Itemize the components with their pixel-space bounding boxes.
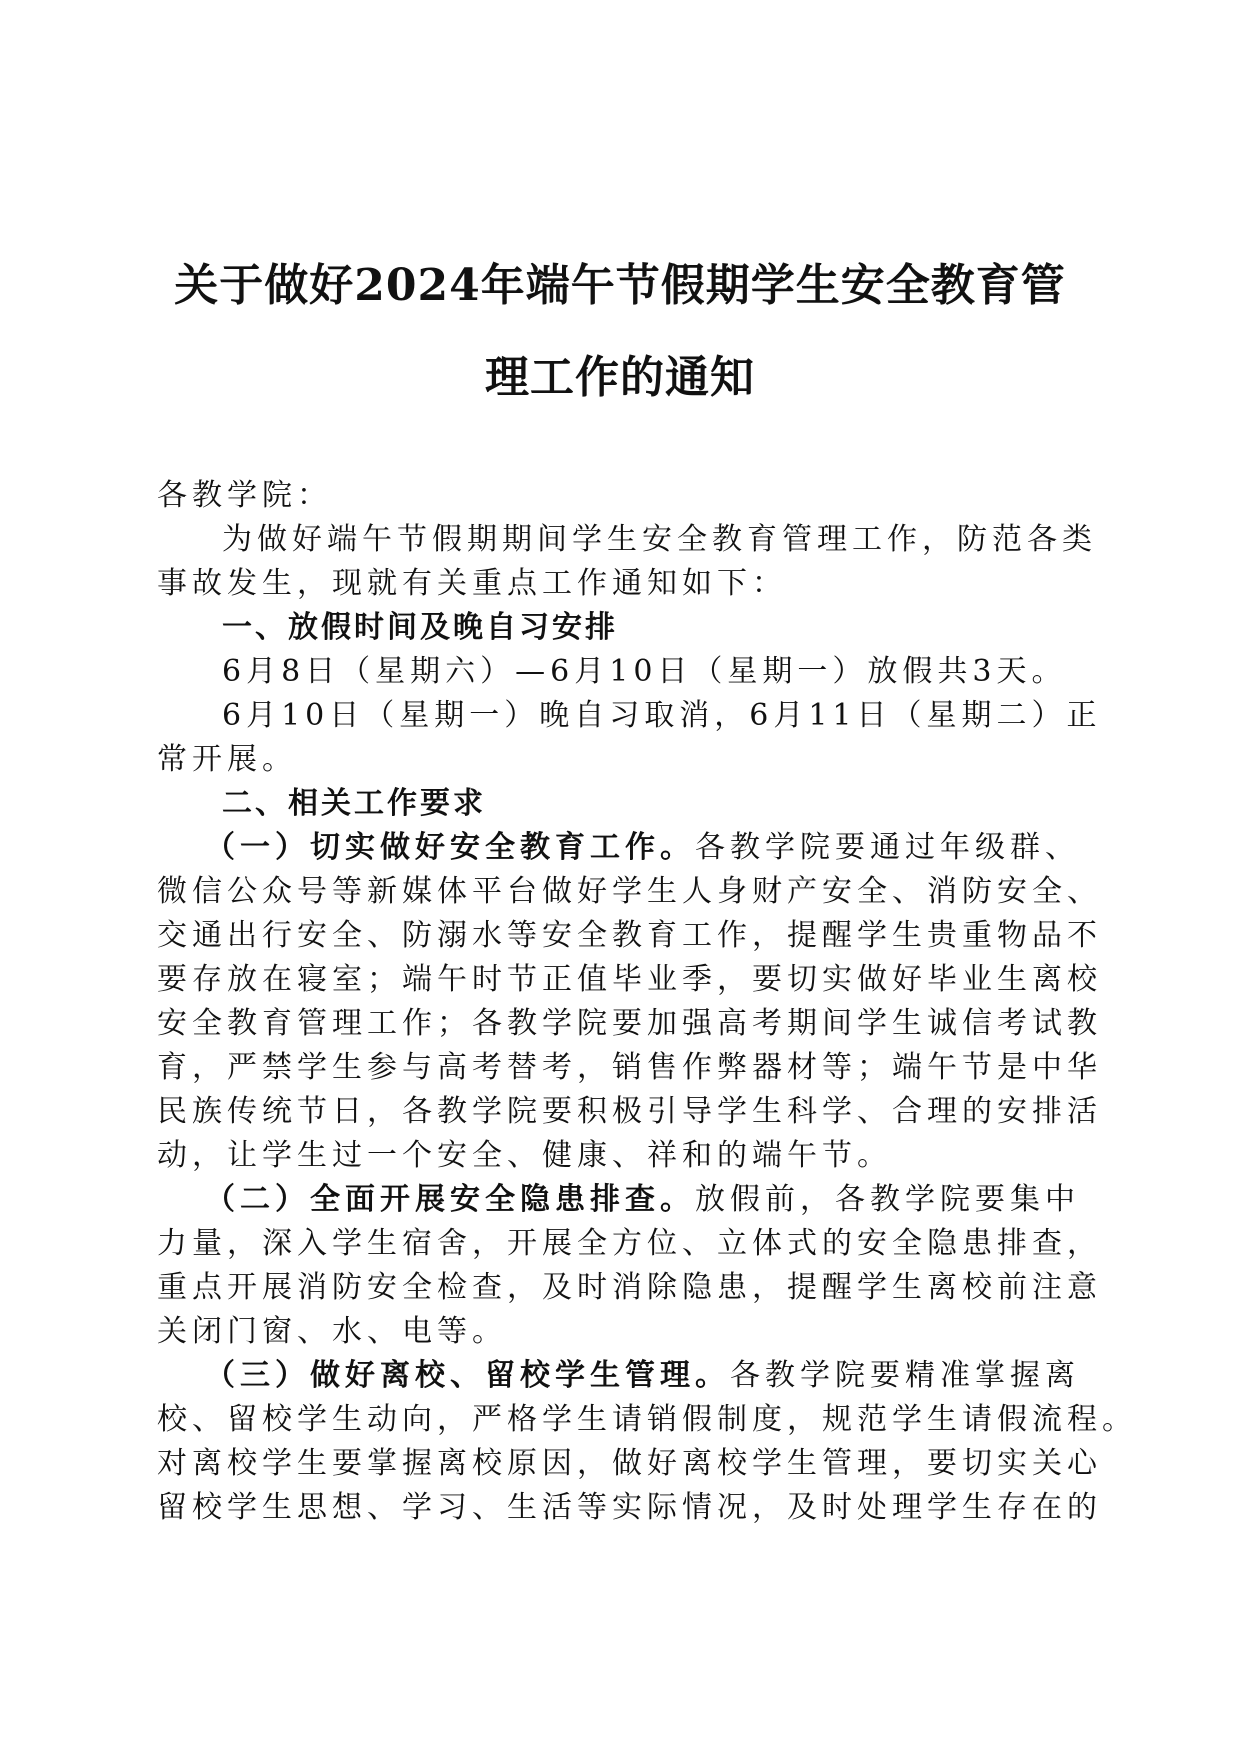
section-1-paragraph-1: 6月8日（星期六）—6月10日（星期一）放假共3天。	[222, 654, 1067, 689]
section-2-heading: 二、相关工作要求	[222, 786, 486, 821]
item-3-lead: （三）做好离校、留校学生管理。	[205, 1358, 730, 1393]
item-1-line: 安全教育管理工作；各教学院要加强高考期间学生诚信考试教	[157, 1006, 1102, 1041]
document-title-line-2: 理工作的通知	[485, 352, 755, 403]
item-1-line: 育，严禁学生参与高考替考，销售作弊器材等；端午节是中华	[157, 1050, 1102, 1085]
item-1-line: 交通出行安全、防溺水等安全教育工作，提醒学生贵重物品不	[157, 918, 1102, 953]
document-title-line-1: 关于做好2024年端午节假期学生安全教育管	[174, 260, 1066, 311]
item-1-first-line	[205, 830, 1080, 865]
item-3-first-rest: 各教学院要精准掌握离	[730, 1358, 1080, 1393]
item-1-first-rest: 各教学院要通过年级群、	[695, 830, 1080, 865]
section-1-heading: 一、放假时间及晚自习安排	[222, 610, 618, 645]
section-1-paragraph-2-line-2: 常开展。	[157, 742, 297, 777]
item-1-line: 要存放在寝室；端午时节正值毕业季，要切实做好毕业生离校	[157, 962, 1102, 997]
item-1-lead: （一）切实做好安全教育工作。	[205, 830, 695, 865]
item-2-first-rest: 放假前，各教学院要集中	[695, 1182, 1080, 1217]
item-2-line: 关闭门窗、水、电等。	[157, 1314, 507, 1349]
item-3-first-line	[205, 1358, 1080, 1393]
item-1-line: 民族传统节日，各教学院要积极引导学生科学、合理的安排活	[157, 1094, 1102, 1129]
salutation: 各教学院：	[157, 478, 332, 513]
section-1-paragraph-2-line-1: 6月10日（星期一）晚自习取消，6月11日（星期二）正	[222, 698, 1102, 733]
item-3-line: 校、留校学生动向，严格学生请销假制度，规范学生请假流程。	[157, 1402, 1137, 1437]
intro-line-2: 事故发生，现就有关重点工作通知如下：	[157, 566, 787, 601]
item-1-line: 微信公众号等新媒体平台做好学生人身财产安全、消防安全、	[157, 874, 1102, 909]
item-3-line: 留校学生思想、学习、生活等实际情况，及时处理学生存在的	[157, 1490, 1102, 1525]
item-2-line: 重点开展消防安全检查，及时消除隐患，提醒学生离校前注意	[157, 1270, 1102, 1305]
item-2-first-line	[205, 1182, 1080, 1217]
item-1-line: 动，让学生过一个安全、健康、祥和的端午节。	[157, 1138, 892, 1173]
item-3-line: 对离校学生要掌握离校原因，做好离校学生管理，要切实关心	[157, 1446, 1102, 1481]
item-2-line: 力量，深入学生宿舍，开展全方位、立体式的安全隐患排查，	[157, 1226, 1102, 1261]
intro-line-1: 为做好端午节假期期间学生安全教育管理工作，防范各类	[222, 522, 1097, 557]
item-2-lead: （二）全面开展安全隐患排查。	[205, 1182, 695, 1217]
